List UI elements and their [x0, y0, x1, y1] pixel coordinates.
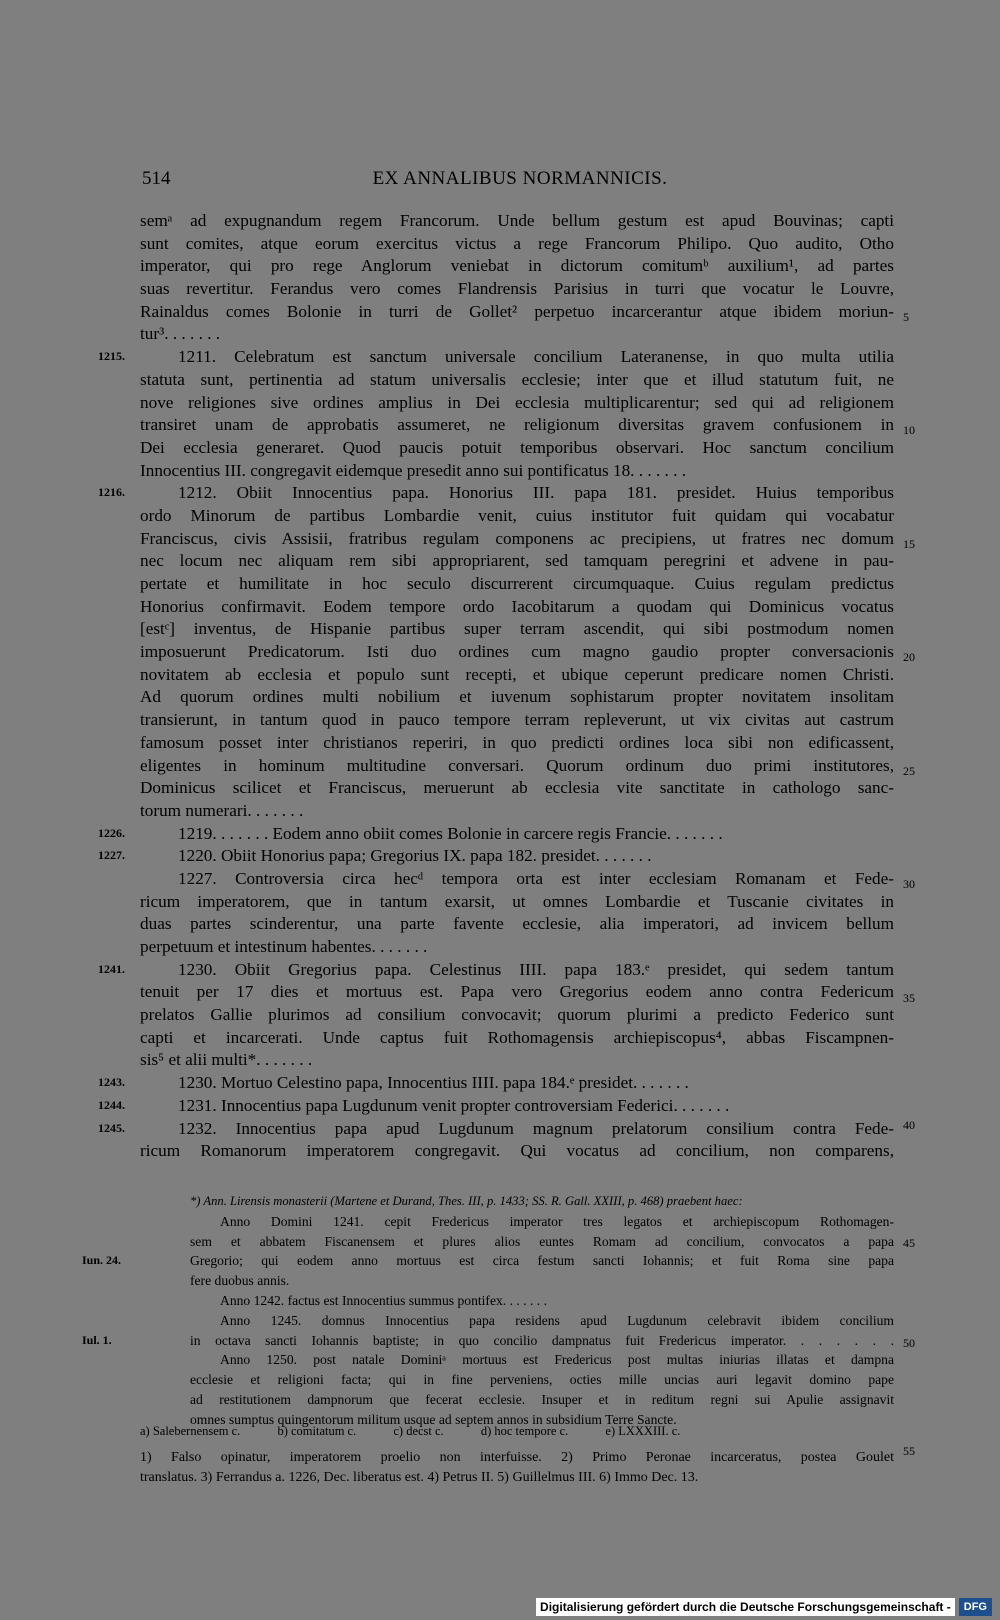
variant-readings — [140, 1424, 894, 1444]
line-number-column — [903, 0, 943, 1620]
text-line: semᵃ ad expugnandum regem Francorum. Unde bellum gestum est apud Bouvinas; capti — [140, 211, 894, 230]
text-line: Honorius confirmavit. Eodem tempore ordo Iacobitarum a quodam qui Dominicus vocatus — [140, 596, 894, 616]
text-line: prelatos Gallie plurimos ad consilium convocavit; quorum plurimi a predicto Federico sunt — [140, 1005, 894, 1025]
entry-1230b — [98, 1072, 894, 1095]
footnote-star — [82, 1192, 894, 1430]
footnote-line: Anno Domini 1241. cepit Fredericus imperator tres legatos et archiepiscopum Rothomagen- — [220, 1213, 894, 1229]
line-number: 40 — [903, 1118, 915, 1132]
dfg-logo-icon: DFG — [959, 1598, 992, 1616]
entry-1231 — [98, 1095, 894, 1118]
margin-year: 1243. — [98, 1075, 125, 1090]
footnote-line: Anno 1250. post natale Dominiᵃ mortuus est Fredericus post multas iniurias illatas et dampna — [220, 1352, 894, 1368]
page-header — [140, 168, 900, 198]
text-line: nec locum nec aliquam rem sibi appropriarent, sed tamquam peregrini et advene in pau- — [140, 551, 894, 571]
variant-note: c) decst c. — [393, 1424, 444, 1438]
entry-1212 — [98, 482, 894, 822]
footnote-margin-date: Iun. 24. — [82, 1253, 122, 1268]
text-line: 1211. Celebratum est sanctum universale concilium Lateranense, in quo multa utilia — [178, 347, 894, 367]
variant-note: a) Salebernensem c. — [140, 1424, 241, 1438]
text-line: novitatem ab ecclesia et populo sunt recepti, et ubique ceperunt predicare nomen Christi. — [140, 664, 894, 684]
text-line: Franciscus, civis Assisii, fratribus regulam componens ac precipiens, ut fratres nec domum — [140, 528, 894, 548]
text-line: 1227. Controversia circa hecᵈ tempora orta est inter ecclesiam Romanam et Fede- — [178, 868, 894, 888]
text-line: tur³. . . . . . . — [140, 324, 221, 344]
text-line: nove religiones sive ordines amplius in Dei ecclesia multiplicarentur; sed qui ad religionem — [140, 392, 894, 412]
entry-1219 — [98, 823, 894, 846]
line-number: 45 — [903, 1236, 915, 1250]
margin-year: 1227. — [98, 848, 125, 863]
footnote-line: Gregorio; qui eodem anno mortuus est circa festum sancti Iohannis; et fuit Roma sine papa — [190, 1253, 894, 1269]
text-line: sis⁵ et alii multi*. . . . . . . — [140, 1050, 313, 1070]
text-line: Dei ecclesia generaret. Quod paucis potuit temporibus observari. Hoc sanctum concilium — [140, 437, 894, 457]
line-number: 55 — [903, 1444, 915, 1458]
footnote-intro: *) Ann. Lirensis monasterii (Martene et Durand, Thes. III, p. 1433; SS. R. Gall. XXIII, p. 468) praebent haec: — [190, 1194, 743, 1208]
margin-year: 1241. — [98, 961, 125, 976]
footnote-line: Anno 1245. domnus Innocentius papa residens apud Lugdunum celebravit ibidem concilium — [220, 1312, 894, 1328]
text-line: 1230. Mortuo Celestino papa, Innocentius IIII. papa 184.ᵉ presidet. . . . . . . — [178, 1073, 689, 1093]
text-line: [estᶜ] inventus, de Hispanie partibus super terram ascendit, qui sibi postmodum nomen — [140, 619, 894, 639]
text-line: 1230. Obiit Gregorius papa. Celestinus IIII. papa 183.ᵉ presidet, qui sedem tantum — [178, 959, 894, 979]
text-line: 1219. . . . . . . Eodem anno obiit comes Bolonie in carcere regis Francie. . . . . . . — [178, 823, 723, 843]
entry-1230a — [98, 959, 894, 1072]
line-number: 30 — [903, 877, 915, 891]
text-line: ricum imperatorem, que in tantum exarsit, ut omnes Lombardie et Tuscanie civitates in — [140, 891, 894, 911]
line-number: 25 — [903, 764, 915, 778]
note-line: 1) Falso opinatur, imperatorem proelio non interfuisse. 2) Primo Peronae incarceratus, postea Goulet — [140, 1450, 894, 1465]
line-number: 5 — [903, 310, 909, 324]
text-line: 1220. Obiit Honorius papa; Gregorius IX. papa 182. presidet. . . . . . . — [178, 846, 652, 866]
variant-note: b) comitatum c. — [277, 1424, 357, 1438]
entry-1232 — [98, 1118, 894, 1163]
main-text — [98, 210, 894, 1163]
text-line: Rainaldus comes Bolonie in turri de Gollet² perpetuo incarcerantur atque ibidem moriun- — [140, 301, 894, 321]
text-line: capti et incarcerati. Unde captus fuit Rothomagensis archiepiscopus⁴, abbas Fiscampnen- — [140, 1027, 894, 1047]
text-line: pertate et humilitate in hoc seculo discurrerent circumquaque. Cuius regulam predictus — [140, 574, 894, 593]
text-line: ordo Minorum de partibus Lombardie venit, cuius institutor fuit quidam qui vocabatur — [140, 505, 894, 525]
text-line: 1212. Obiit Innocentius papa. Honorius III. papa 181. presidet. Huius temporibus — [178, 483, 894, 503]
text-line: duas partes scinderentur, una parte favente ecclesie, alia imperatori, ad invicem bellum — [140, 914, 894, 934]
text-line: torum numerari. . . . . . . — [140, 800, 304, 820]
text-line: imposuerunt Predicatorum. Isti duo ordines cum magno gaudio propter conversacionis — [140, 642, 894, 662]
variant-note: e) LXXXIII. c. — [605, 1424, 681, 1438]
digitization-footer — [536, 1598, 992, 1616]
entry-1227 — [140, 868, 894, 959]
entry-1220 — [98, 845, 894, 868]
margin-year: 1245. — [98, 1120, 125, 1135]
page-number: 514 — [142, 168, 171, 189]
footnote-line: sem et abbatem Fiscanensem et plures alios euntes Romam ad concilium, convocatos a papa — [190, 1233, 894, 1249]
text-line: Innocentius III. congregavit eidemque presedit anno sui pontificatus 18. . . . . . . — [140, 460, 687, 480]
text-line: Ad quorum ordines multi nobilium et iuvenum sophistarum propter novitatem insolitam — [140, 687, 894, 707]
margin-year: 1244. — [98, 1097, 125, 1112]
footnote-line: omnes sumptus quingentorum militum usque ad septem annos in subsidium Terre Sancte. — [190, 1411, 677, 1427]
entry-1211 — [98, 346, 894, 482]
text-line: 1231. Innocentius papa Lugdunum venit propter controversiam Federici. . . . . . . — [178, 1095, 730, 1115]
text-line: sunt comites, atque eorum exercitus victus a rege Francorum Philipo. Quo audito, Otho — [140, 233, 894, 253]
text-line: tenuit per 17 dies et mortuus est. Papa vero Gregorius eodem anno contra Federicum — [140, 982, 894, 1002]
numbered-notes — [140, 1448, 894, 1488]
line-number: 35 — [903, 991, 915, 1005]
text-line: imperator, qui pro rege Anglorum veniebat in dictorum comitumᵇ auxilium¹, ad partes — [140, 256, 894, 276]
line-number: 50 — [903, 1336, 915, 1350]
footnote-line: ecclesie et religioni facta; qui in fine perveniens, octies mille uncias auri legavit domino pape — [190, 1372, 894, 1388]
margin-year: 1215. — [98, 349, 125, 364]
text-line: transiret unam de approbatis assumeret, ne religionum diversitas gravem confusionem in — [140, 415, 894, 435]
line-number: 10 — [903, 423, 915, 437]
text-line: ricum Romanorum imperatorem congregavit. Qui vocatus ad concilium, non comparens, — [140, 1141, 894, 1161]
line-number: 15 — [903, 537, 915, 551]
variant-note: d) hoc tempore c. — [480, 1424, 569, 1438]
margin-year: 1216. — [98, 485, 125, 500]
text-line: Dominicus scilicet et Franciscus, meruerunt ab ecclesia vite sanctitate in cathologo sanc- — [140, 778, 894, 798]
text-line: 1232. Innocentius papa apud Lugdunum magnum prelatorum consilium contra Fede- — [178, 1118, 894, 1138]
text-line: suas revertitur. Ferandus vero comes Flandrensis Parisius in turri que vocatur le Louvre, — [140, 279, 894, 299]
text-line: famosum posset inter christianos reperiri, in quo predicti ordines loca sibi non edificassent, — [140, 732, 894, 752]
note-line: translatus. 3) Ferrandus a. 1226, Dec. liberatus est. 4) Petrus II. 5) Guillelmus III. 6) Immo Dec. 13. — [140, 1470, 699, 1485]
footer-text: Digitalisierung gefördert durch die Deutsche Forschungsgemeinschaft - — [536, 1598, 955, 1616]
text-line: perpetuum et intestinum habentes. . . . . . . — [140, 937, 428, 956]
text-line: statuta sunt, pertinentia ad statum universalis ecclesie; inter que et illud statutum fuit, ne — [140, 369, 894, 389]
running-title: EX ANNALIBUS NORMANNICIS. — [372, 168, 668, 189]
text-line: transierunt, in tantum quod in pauco tempore terram repleverunt, ut vix civitas aut castrum — [140, 710, 894, 730]
footnote-line: in octava sancti Iohannis baptiste; in quo concilio dampnatus fuit Fredericus imperator. . . . . . . — [190, 1332, 894, 1348]
text-line: eligentes in hominum multitudine conversari. Quorum ordinum duo primi institutores, — [140, 755, 894, 775]
footnote-line: fere duobus annis. — [190, 1273, 290, 1289]
footnote-margin-date: Iul. 1. — [82, 1332, 112, 1347]
footnote-line: ad restitutionem dampnorum que fecerat ecclesie. Insuper et in reditum regni sui Apulie assignavit — [190, 1391, 894, 1407]
margin-year: 1226. — [98, 825, 125, 840]
footnote-line: Anno 1242. factus est Innocentius summus pontifex. . . . . . . — [220, 1292, 547, 1308]
line-number: 20 — [903, 650, 915, 664]
